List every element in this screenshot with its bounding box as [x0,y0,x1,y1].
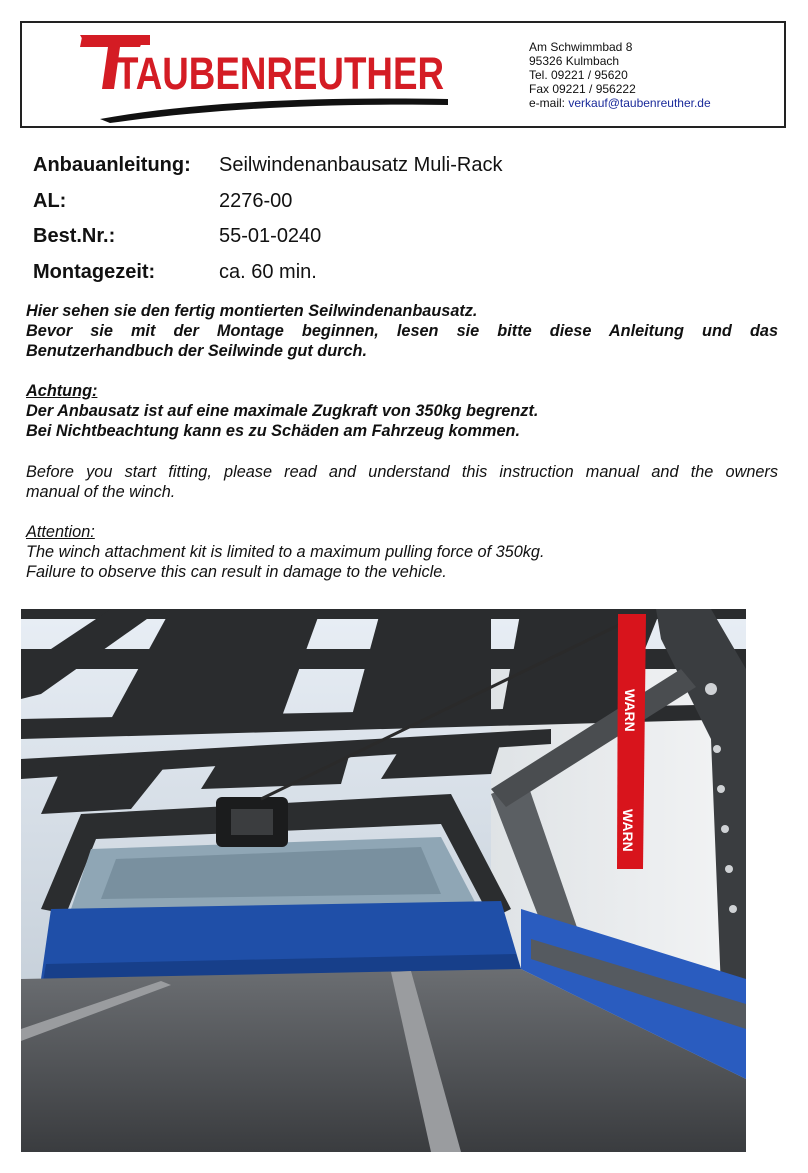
address-city: 95326 Kulmbach [529,54,620,68]
german-warning-heading: Achtung: [26,382,98,400]
logo-wordmark: TAUBENREUTHER [116,48,444,99]
letterhead [20,21,786,128]
email-link[interactable]: verkauf@taubenreuther.de [568,96,711,110]
german-warning-line2: Bei Nichtbeachtung kann es zu Schäden am Fahrzeug kommen. [26,422,520,440]
english-warning [26,522,778,582]
document-meta [33,154,773,296]
meta-label: Montagezeit: [33,260,156,283]
meta-label: Anbauanleitung: [33,154,191,176]
english-intro [26,462,778,502]
english-intro-line1: Before you start fitting, please read and understand this instruction manual and the owners [26,463,778,481]
email-label: e-mail: [529,96,566,110]
address-fax: Fax 09221 / 956222 [529,82,636,96]
warn-strap [617,614,646,869]
english-warning-line1: The winch attachment kit is limited to a maximum pulling force of 350kg. [26,543,545,561]
meta-label: Best.Nr.: [33,225,116,247]
logo-swoosh [100,99,448,123]
meta-label: AL: [33,189,67,212]
german-intro-line2: Bevor sie mit der Montage beginnen, lesen sie bitte diese Anleitung und das [26,322,778,340]
meta-value: Seilwindenanbausatz Muli-Rack [219,154,503,176]
english-warning-line2: Failure to observe this can result in damage to the vehicle. [26,563,447,581]
german-warning-line1: Der Anbausatz ist auf eine maximale Zugkraft von 350kg begrenzt. [26,402,539,420]
meta-row-bestnr [33,225,773,261]
meta-value: 2276-00 [219,189,293,212]
english-warning-heading: Attention: [26,523,95,541]
german-intro [26,301,778,361]
german-intro-line1: Hier sehen sie den fertig montierten Seilwindenanbausatz. [26,302,478,320]
strap-label-top: WARN [622,689,638,732]
meta-row-montagezeit [33,261,773,297]
german-warning [26,381,778,441]
installed-winch-photo [21,609,746,1152]
photo-illustration [21,609,746,1152]
taubenreuther-logo [80,31,452,123]
meta-value: 55-01-0240 [219,225,322,247]
address-tel: Tel. 09221 / 95620 [529,68,628,82]
address-email-line [529,96,711,110]
address-street: Am Schwimmbad 8 [529,40,633,54]
german-intro-line3: Benutzerhandbuch der Seilwinde gut durch. [26,342,368,360]
meta-value: ca. 60 min. [219,260,317,283]
meta-row-anbauanleitung [33,154,773,190]
company-address [529,40,711,110]
meta-row-al [33,190,773,226]
english-intro-line2: manual of the winch. [26,483,176,501]
strap-label-bottom: WARN [620,809,636,852]
